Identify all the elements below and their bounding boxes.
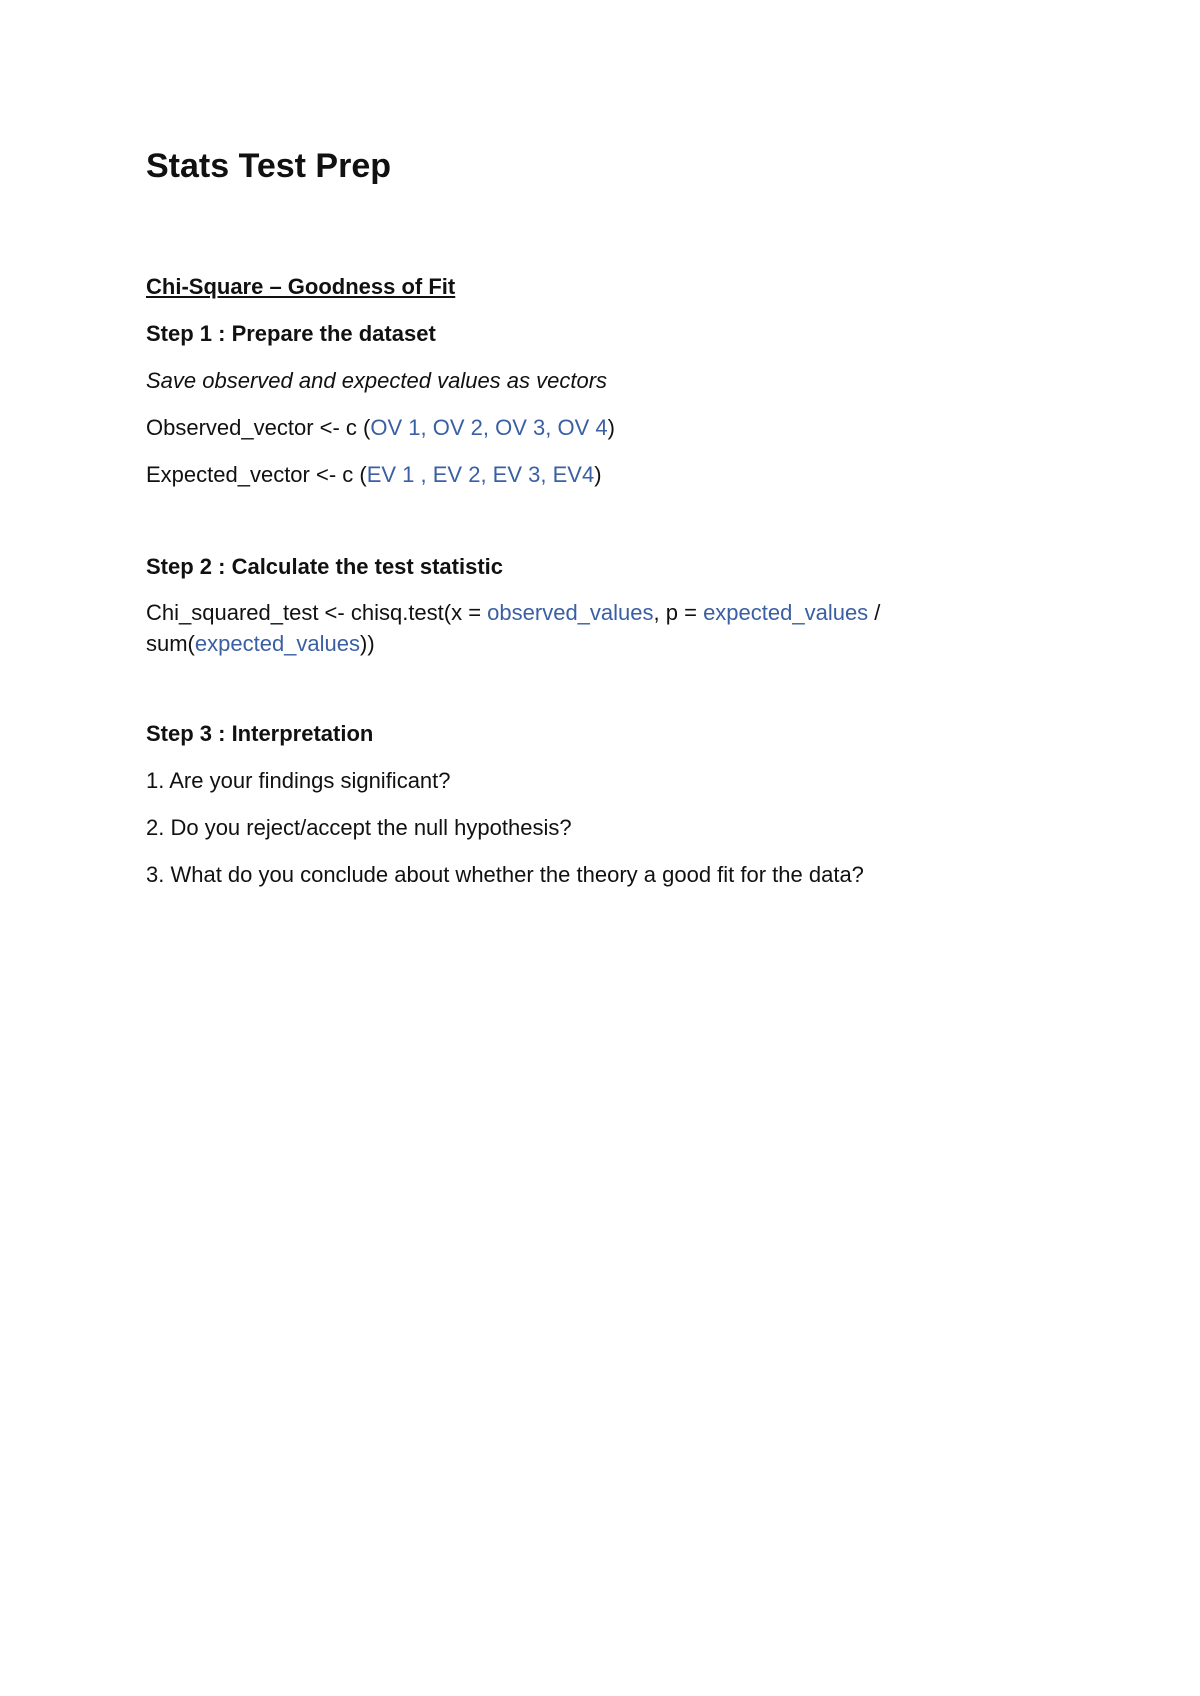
expected-vector-prefix: Expected_vector <- c ( <box>146 462 367 487</box>
interpretation-questions <box>146 764 1046 892</box>
code-part-1: Chi_squared_test <- chisq.test(x = <box>146 600 488 625</box>
step1-instruction: Save observed and expected values as vectors <box>146 368 608 393</box>
expected-vector-line <box>146 458 1046 492</box>
document-title: Stats Test Prep <box>146 147 392 185</box>
code-arg-observed: observed_values <box>487 600 654 625</box>
observed-vector-line <box>146 411 1046 445</box>
code-arg-expected: expected_values <box>703 600 869 625</box>
observed-vector-suffix: ) <box>607 415 615 440</box>
observed-vector-values: OV 1, OV 2, OV 3, OV 4 <box>370 415 608 440</box>
expected-vector-suffix: ) <box>594 462 602 487</box>
step3-heading: Step 3 : Interpretation <box>146 721 374 746</box>
chisq-test-code <box>146 597 1046 659</box>
step2-heading: Step 2 : Calculate the test statistic <box>146 554 503 579</box>
code-part-2: , p = <box>653 600 704 625</box>
document-content <box>146 140 1046 892</box>
expected-vector-values: EV 1 , EV 2, EV 3, EV4 <box>366 462 595 487</box>
code-part-3: / sum( <box>146 600 881 656</box>
code-part-4: )) <box>360 631 375 656</box>
step1-heading: Step 1 : Prepare the dataset <box>146 321 436 346</box>
question-item: 3. What do you conclude about whether the theory a good fit for the data? <box>146 862 864 887</box>
code-arg-expected-sum: expected_values <box>194 631 361 656</box>
observed-vector-prefix: Observed_vector <- c ( <box>146 415 371 440</box>
question-item: 1. Are your findings significant? <box>146 768 451 793</box>
section-heading: Chi-Square – Goodness of Fit <box>146 274 456 299</box>
question-item: 2. Do you reject/accept the null hypothesis? <box>146 815 572 840</box>
